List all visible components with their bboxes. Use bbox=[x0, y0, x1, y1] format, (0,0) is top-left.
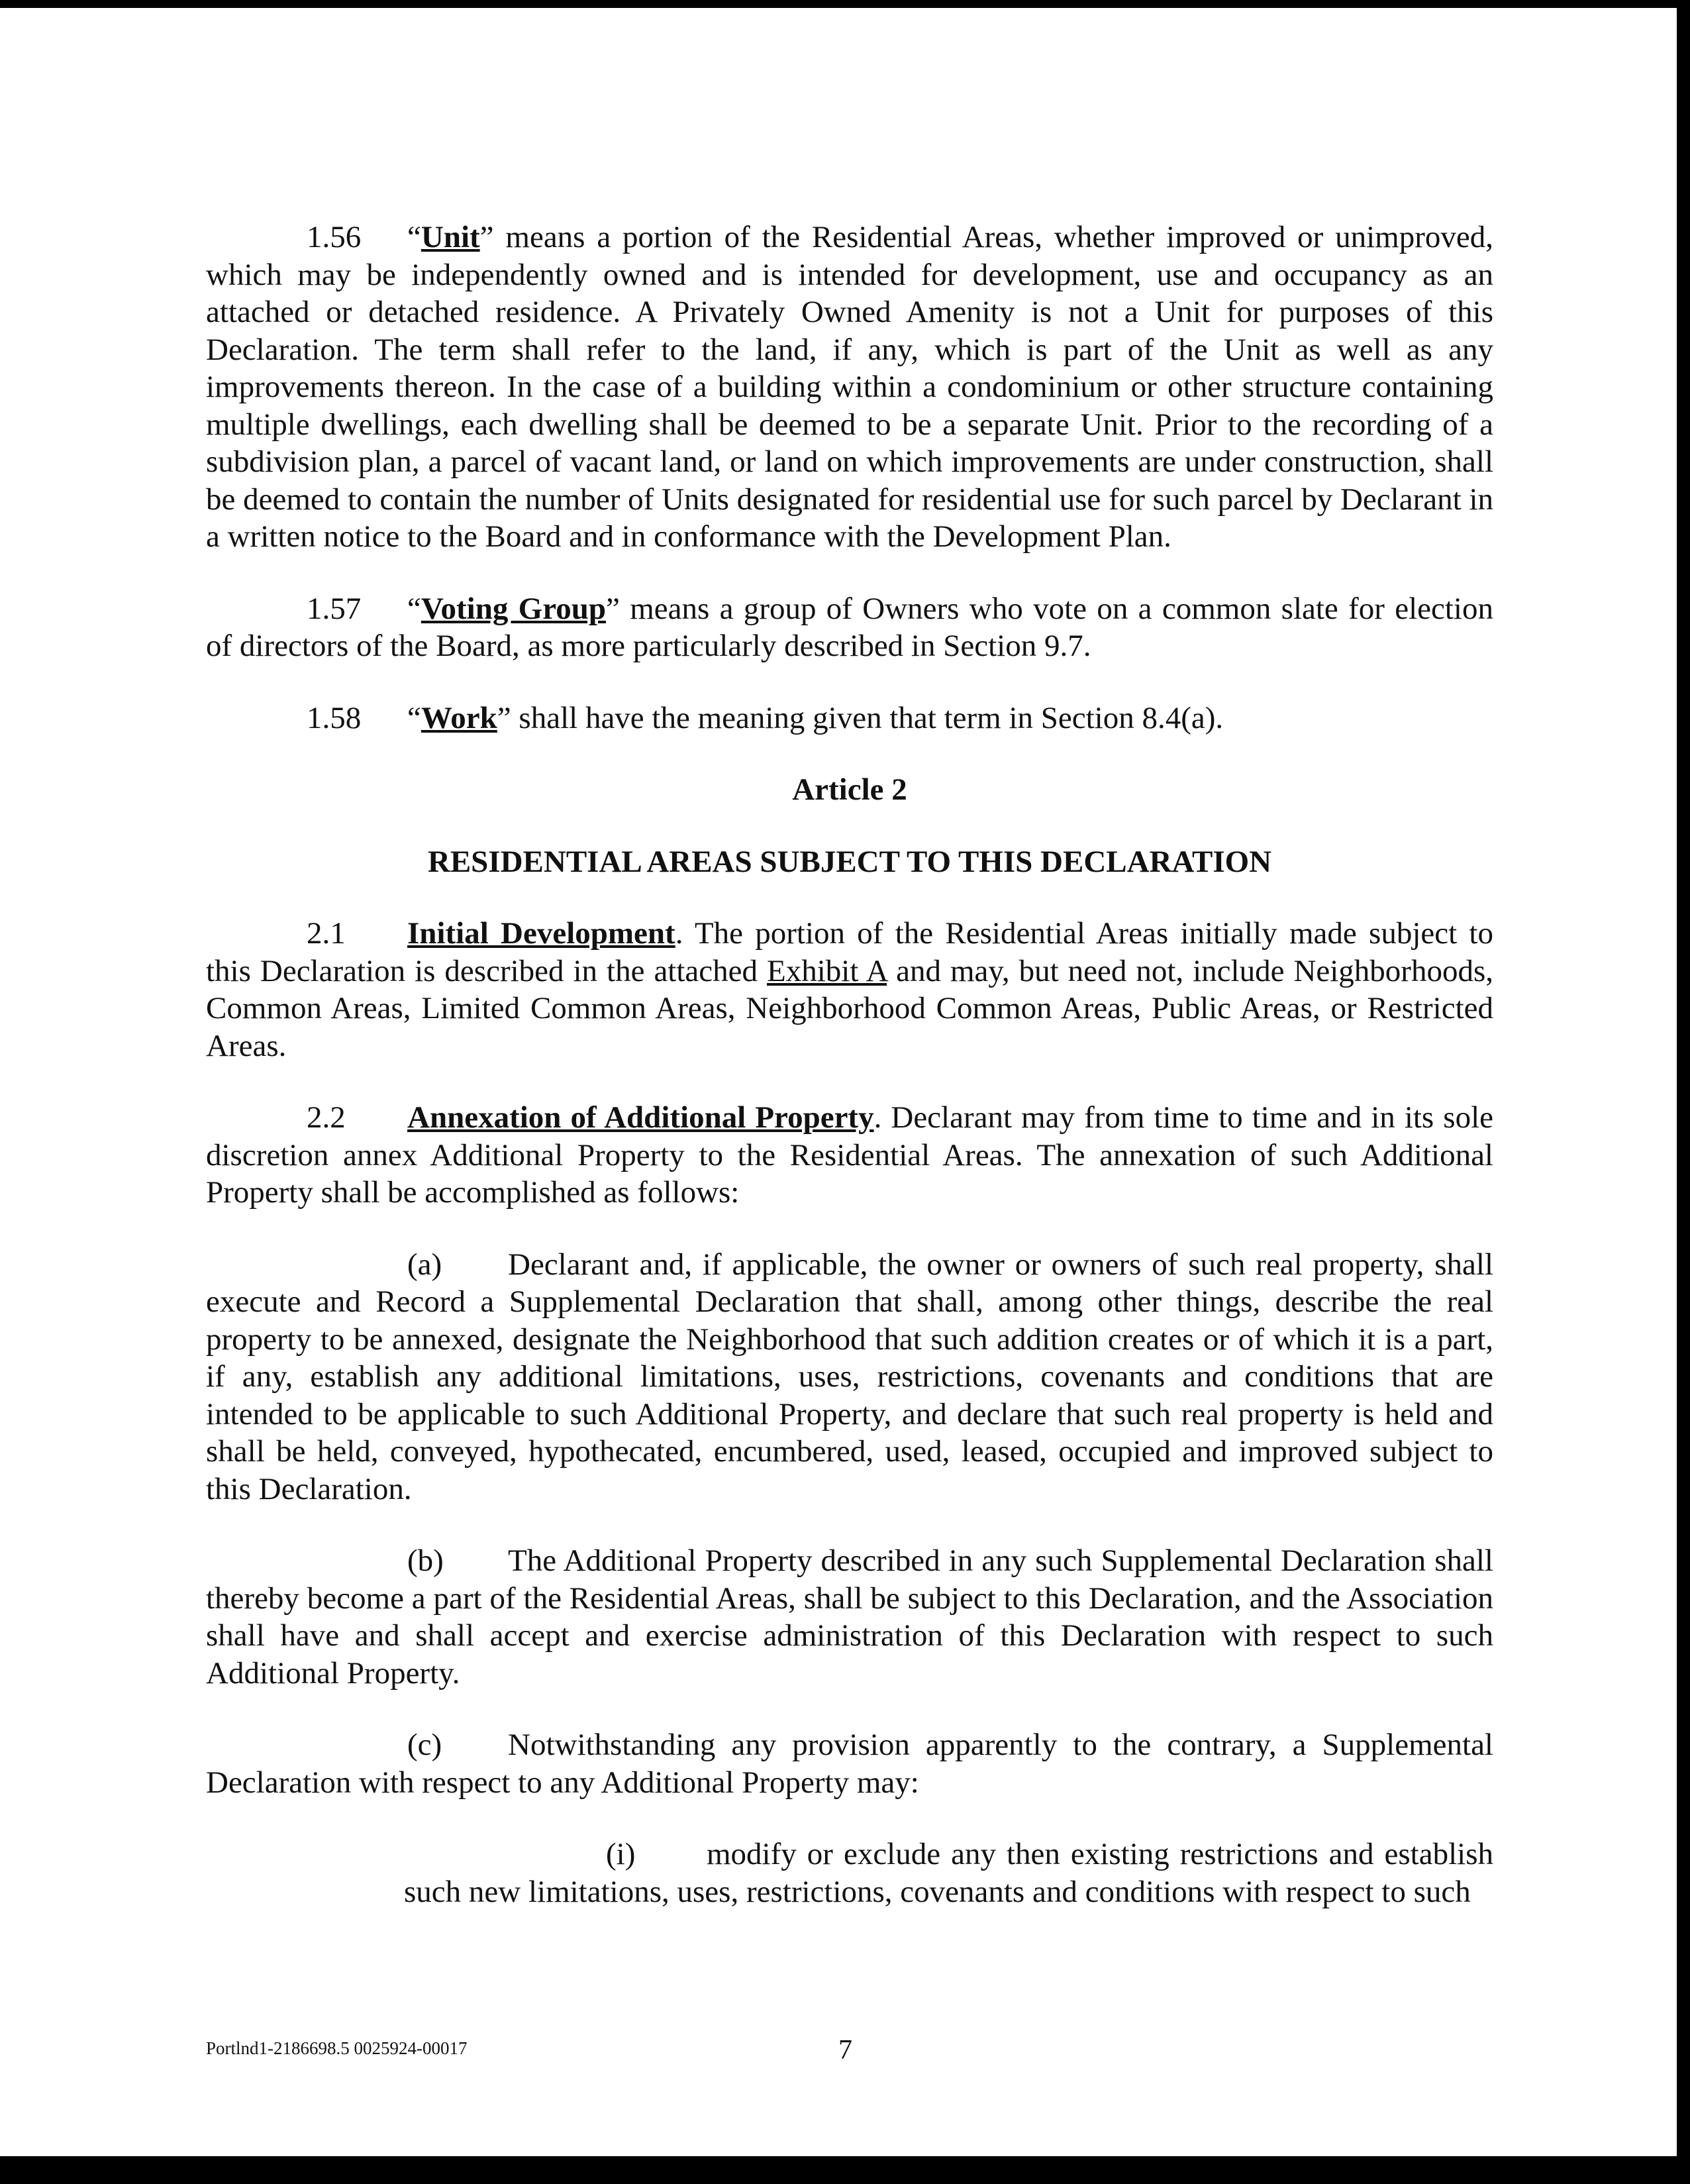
section-1-57 bbox=[206, 590, 1493, 665]
close-quote: ” bbox=[497, 700, 511, 735]
section-1-56 bbox=[206, 219, 1493, 556]
subsection-b bbox=[206, 1542, 1493, 1692]
subsection-text: Declarant and, if applicable, the owner or owners of such real property, shall execute and Record a Supplemental Declaration that shall, among other things, describe the real property to be annexed, designate the Neighborhood that such addition creates or of which it is a part, if any, establish any additional limitations, uses, restrictions, covenants and conditions that are intended to be applicable to such Additional Property, and declare that such real property is held and shall be held, conveyed, hypothecated, encumbered, used, leased, occupied and improved subject to this Declaration. bbox=[206, 1247, 1493, 1506]
subsection-label: (a) bbox=[407, 1247, 442, 1282]
subsection-text: Notwithstanding any provision apparently to the contrary, a Supplemental Declaration with respect to any Additional Property may: bbox=[206, 1728, 1493, 1800]
close-quote: ” bbox=[479, 220, 494, 254]
subsection-label: (i) bbox=[606, 1837, 636, 1871]
subsection-label: (b) bbox=[407, 1543, 444, 1578]
close-quote: ” bbox=[606, 591, 620, 626]
defined-term-unit: Unit bbox=[421, 220, 480, 254]
subsection-c-i bbox=[404, 1836, 1493, 1910]
defined-term-voting-group: Voting Group bbox=[421, 591, 607, 626]
subsection-text: modify or exclude any then existing restrictions and establish such new limitations, uses, restrictions, covenants and conditions with respect to such bbox=[404, 1837, 1493, 1909]
page-number: 7 bbox=[838, 2035, 852, 2065]
section-number: 1.57 bbox=[307, 591, 362, 626]
defined-term-work: Work bbox=[421, 700, 497, 735]
section-text: shall have the meaning given that term in Section 8.4(a). bbox=[511, 700, 1224, 735]
section-number: 2.1 bbox=[307, 916, 346, 951]
section-number: 2.2 bbox=[307, 1100, 346, 1135]
section-2-2 bbox=[206, 1099, 1493, 1212]
subsection-text: The Additional Property described in any such Supplemental Declaration shall thereby become a part of the Residential Areas, shall be subject to this Declaration, and the Association shall have and shall accept and exercise administration of this Declaration with respect to such Additional Property. bbox=[206, 1543, 1493, 1690]
section-2-1 bbox=[206, 915, 1493, 1065]
open-quote: “ bbox=[407, 220, 421, 254]
scan-edge-top bbox=[0, 0, 1690, 8]
scan-edge-bottom bbox=[0, 2156, 1690, 2184]
document-body bbox=[206, 219, 1493, 1910]
section-heading-initial-development: Initial Development bbox=[407, 916, 675, 951]
section-heading-annexation: Annexation of Additional Property bbox=[407, 1100, 874, 1135]
exhibit-reference: Exhibit A bbox=[767, 953, 887, 988]
article-subtitle: RESIDENTIAL AREAS SUBJECT TO THIS DECLARATION bbox=[427, 844, 1272, 879]
section-text: . The portion of the Residential Areas initially made subject to this Declaration is described in the attached bbox=[206, 916, 1493, 988]
open-quote: “ bbox=[407, 700, 421, 735]
section-number: 1.58 bbox=[307, 700, 362, 735]
section-text-continued: and may, but need not, include Neighborhoods, Common Areas, Limited Common Areas, Neighborhood Common Areas, Public Areas, or Restricted Areas. bbox=[206, 953, 1494, 1063]
section-text: means a group of Owners who vote on a common slate for election of directors of the Board, as more particularly described in Section 9.7. bbox=[206, 591, 1493, 663]
subsection-label: (c) bbox=[407, 1728, 442, 1762]
subsection-c bbox=[206, 1726, 1493, 1801]
section-number: 1.56 bbox=[307, 220, 362, 254]
section-text: . Declarant may from time to time and in its sole discretion annex Additional Property to the Residential Areas. The annexation of such Additional Property shall be accomplished as follows: bbox=[206, 1100, 1493, 1210]
page-footer bbox=[206, 2034, 1493, 2065]
scan-edge-right bbox=[1677, 0, 1690, 2184]
open-quote: “ bbox=[407, 591, 421, 626]
subsection-a bbox=[206, 1246, 1493, 1508]
section-1-58 bbox=[206, 700, 1493, 737]
document-id: Portlnd1-2186698.5 0025924-00017 bbox=[206, 2038, 468, 2058]
section-text: means a portion of the Residential Areas, whether improved or unimproved, which may be independently owned and is intended for development, use and occupancy as an attached or detached residence. A Privately Owned Amenity is not a Unit for purposes of this Declaration. The term shall refer to the land, if any, which is part of the Unit as well as any improvements thereon. In the case of a building within a condominium or other structure containing multiple dwellings, each dwelling shall be deemed to be a separate Unit. Prior to the recording of a subdivision plan, a parcel of vacant land, or land on which improvements are under construction, shall be deemed to contain the number of Units designated for residential use for such parcel by Declarant in a written notice to the Board and in conformance with the Development Plan. bbox=[206, 220, 1493, 554]
article-title: Article 2 bbox=[792, 772, 907, 807]
